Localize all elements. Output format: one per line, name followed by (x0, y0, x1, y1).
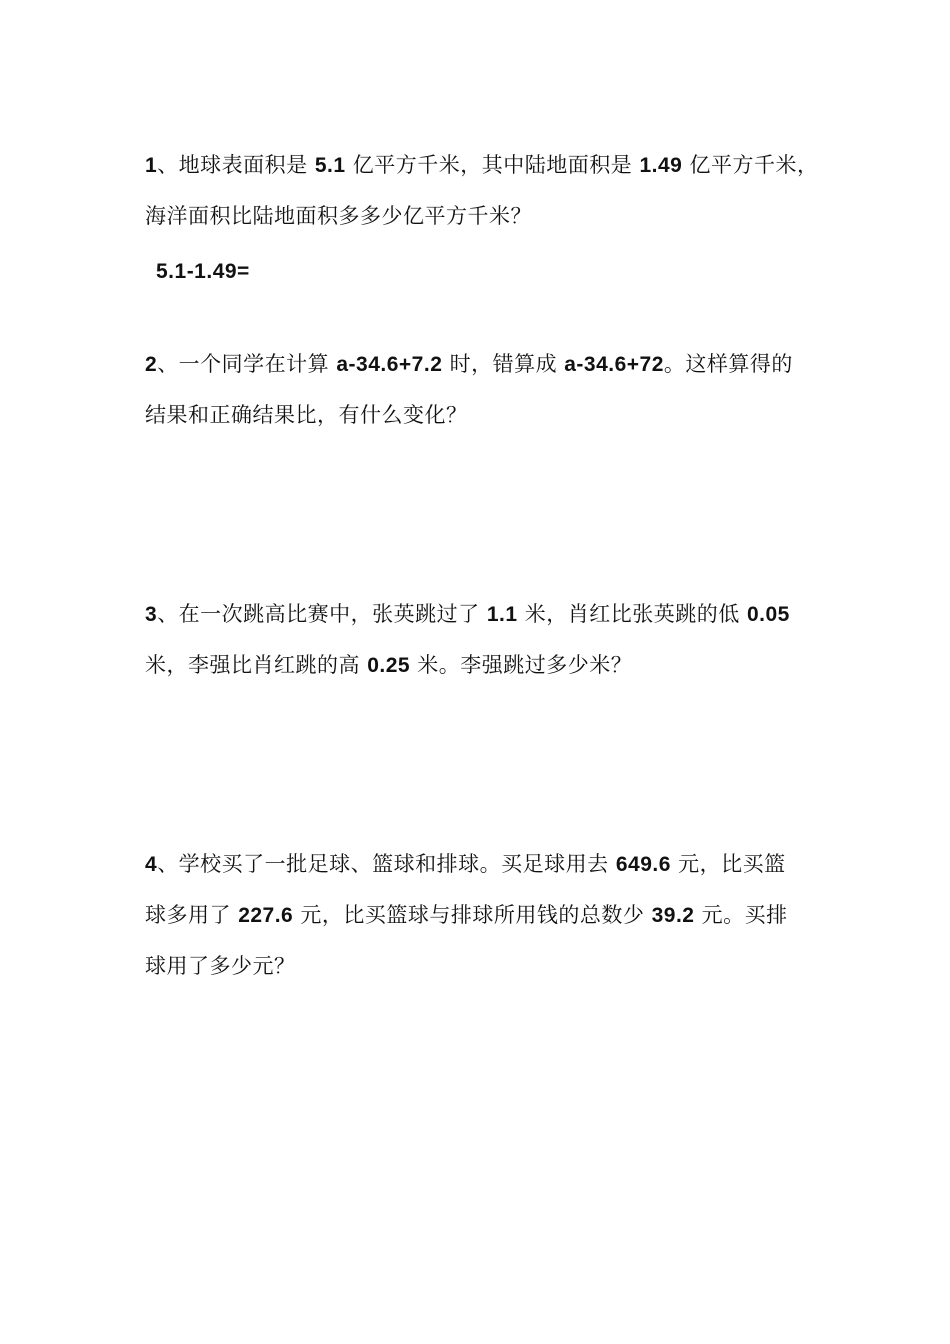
text-segment: 球多用了 (145, 903, 239, 927)
problem-text-line (145, 191, 815, 241)
number-value: 0.25 (367, 654, 411, 677)
problem-text-line (145, 589, 815, 640)
number-value: 3 (145, 603, 158, 626)
answer-formula: 5.1-1.49= (156, 260, 250, 283)
text-segment: 结果和正确结果比，有什么变化？ (145, 403, 468, 427)
text-segment: 米，肖红比张英跳的低 (517, 602, 747, 626)
number-value: 2 (145, 353, 158, 376)
problem-text-line (145, 890, 815, 941)
number-value: 227.6 (238, 904, 294, 927)
number-value: 1.49 (639, 154, 683, 177)
text-segment: 、地球表面积是 (157, 153, 315, 177)
problem-text-line (145, 941, 815, 991)
number-value: 5.1 (314, 154, 346, 177)
problem-3 (145, 589, 815, 691)
text-segment: 元，比买篮 (670, 852, 786, 876)
text-segment: 亿平方千米， (682, 153, 819, 177)
text-segment: 米。李强跳过多少米？ (410, 653, 633, 677)
text-segment: 球用了多少元？ (145, 954, 296, 978)
problem-2 (145, 339, 815, 440)
text-segment: 海洋面积比陆地面积多多少亿平方千米？ (145, 204, 532, 228)
problem-text-line (145, 640, 815, 691)
problem-text-line (145, 839, 815, 890)
number-value: 649.6 (615, 853, 671, 876)
number-value: 1 (145, 154, 158, 177)
number-value: 1.1 (486, 603, 518, 626)
text-segment: 时，错算成 (442, 352, 565, 376)
problem-text-line (145, 339, 815, 390)
text-segment: 元，比买篮球与排球所用钱的总数少 (293, 903, 652, 927)
problem-text-line (145, 390, 815, 440)
number-value: a-34.6+7.2 (336, 353, 443, 376)
text-segment: 、一个同学在计算 (157, 352, 337, 376)
number-value: 4 (145, 853, 158, 876)
number-value: 39.2 (651, 904, 695, 927)
number-value: 0.05 (746, 603, 790, 626)
problem-1 (145, 140, 819, 297)
text-segment: 、学校买了一批足球、篮球和排球。买足球用去 (157, 852, 616, 876)
text-segment: 。这样算得的 (663, 352, 793, 376)
text-segment: 米，李强比肖红跳的高 (145, 653, 368, 677)
text-segment: 元。买排 (694, 903, 788, 927)
number-value: a-34.6+72 (564, 353, 664, 376)
text-segment: 亿平方千米，其中陆地面积是 (345, 153, 640, 177)
text-segment: 、在一次跳高比赛中，张英跳过了 (157, 602, 487, 626)
problem-4 (145, 839, 815, 991)
problem-text-line (145, 140, 819, 191)
